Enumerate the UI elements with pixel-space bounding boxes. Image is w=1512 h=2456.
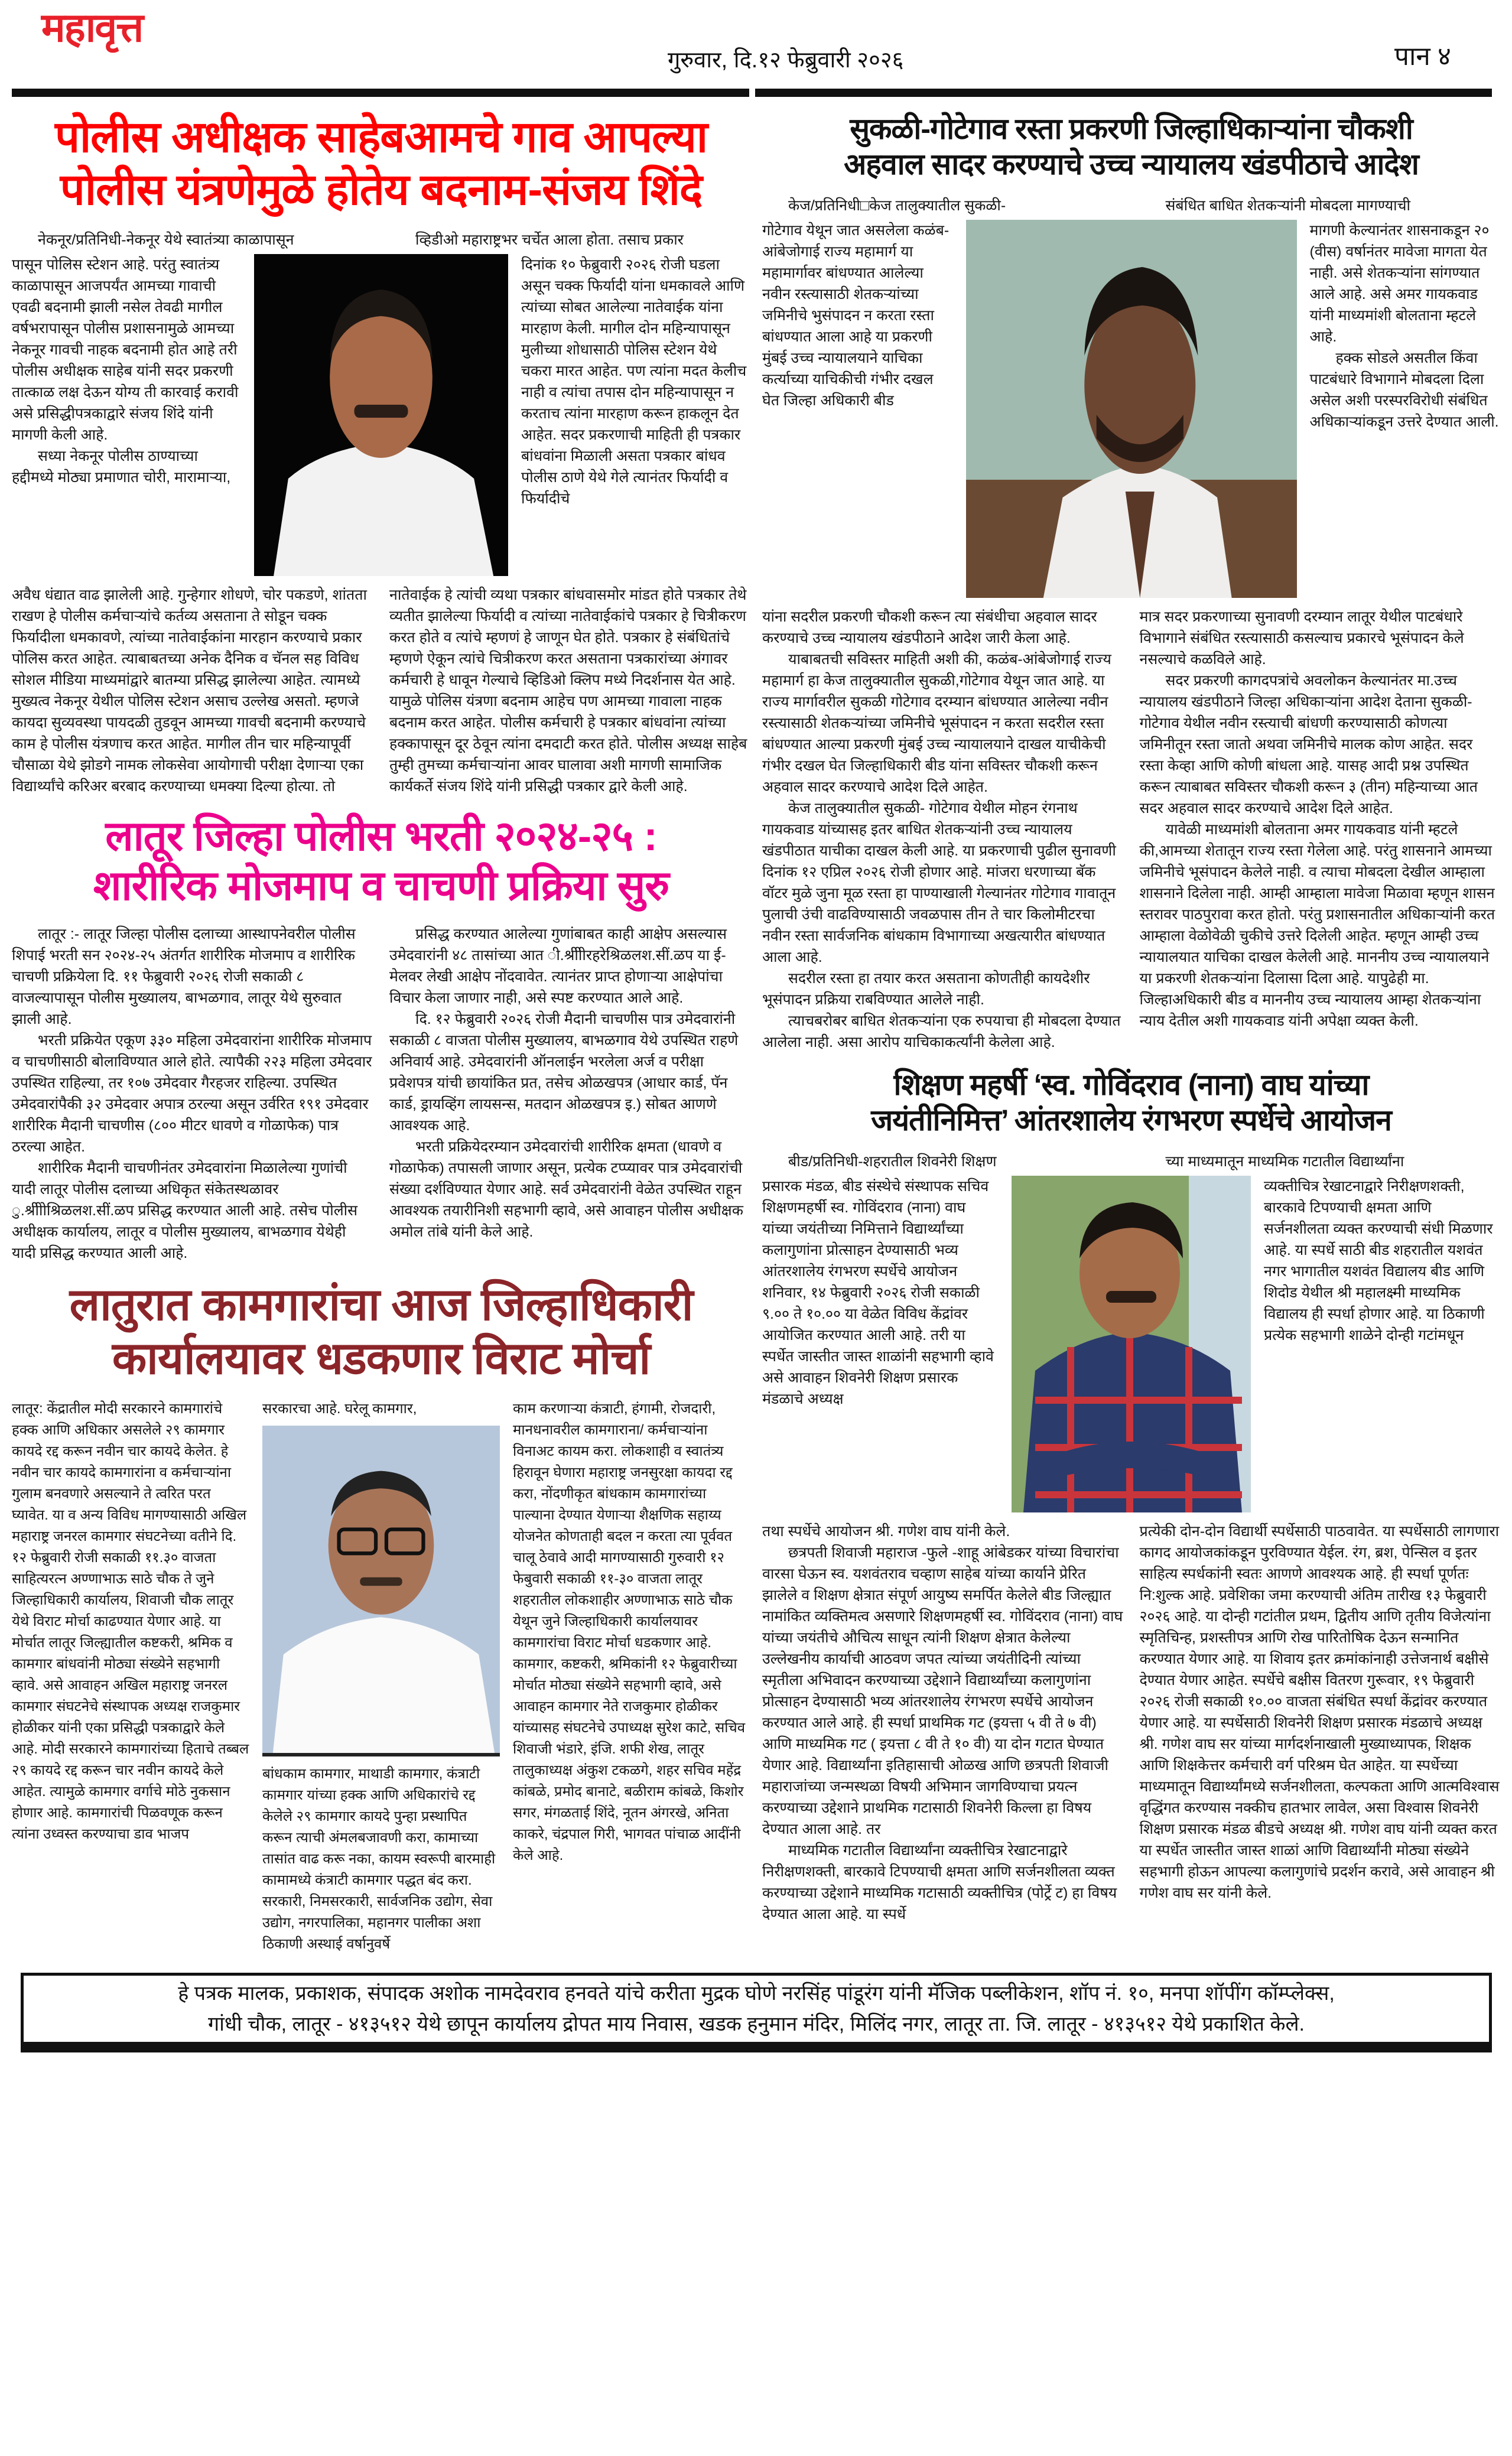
article3-body bbox=[12, 923, 750, 1264]
article2-bottom-right-p1: मात्र सदर प्रकरणाच्या सुनावणी दरम्यान लातूर येथील पाटबंधारे विभागाने संबंधित रस्त्यासाठी कसल्याच प्रकारचे भूसंपादन केले नसल्याचे कळविले आहे. bbox=[1139, 609, 1464, 668]
article-drawing-competition bbox=[762, 1067, 1500, 1925]
article4-lead-left: बीड/प्रतिनिधी-शहरातील शिवनेरी शिक्षण bbox=[788, 1153, 997, 1170]
article2-bottom-left-p5: त्याचबरोबर बाधित शेतकऱ्यांना एक रुपयाचा ही मोबदला देण्यात आलेला नाही. असा आरोप याचिकाकर्त्यांनी केलेला आहे. bbox=[762, 1013, 1121, 1050]
top-rules bbox=[0, 89, 1512, 97]
article2-bottom-left-p2: याबाबतची सविस्तर माहिती अशी की, कळंब-आंबेजोगाई राज्य महामार्ग हा केज तालुक्यातील सुकळी,गोटेगाव येथून जात आहे. या राज्य मार्गावरील सुकळी गोटेगाव दरम्यान बांधण्यात आलेल्या नवीन रस्त्यासाठी शेतकऱ्यांच्या जमिनीचे भूसंपादन न करता सदरील रस्ता बांधण्यात आल्या प्रकरणी मुंबई उच्च न्यायालयाने दाखल याचीकेची गंभीर दखल घेत जिल्हाधिकारी बीड यांना सविस्तर चौकशी करून अहवाल सादर करण्याचे आदेश दिले आहेत. bbox=[762, 651, 1111, 795]
article4-col-left: प्रसारक मंडळ, बीड संस्थेचे संस्थापक सचिव शिक्षणमहर्षी स्व. गोविंदराव (नाना) वाघ यांच्या जयंतीच्या निमित्ताने विद्यार्थ्यांच्या कलागुणांना प्रोत्साहन देण्यासाठी भव्य आंतरशालेय रंगभरण स्पर्धेचे आयोजन शनिवार, १४ फेब्रुवारी २०२६ रोजी सकाळी ९.०० ते १०.०० या वेळेत विविध केंद्रांवर आयोजित करण्यात आली आहे. तरी या स्पर्धेत जास्तीत जास्त शाळांनी सहभागी व्हावे असे आवाहन शिवनेरी शिक्षण प्रसारक मंडळाचे अध्यक्ष bbox=[762, 1178, 994, 1407]
article2-lead-left: केज/प्रतिनिधी□केज तालुक्यातील सुकळी- bbox=[788, 197, 1006, 214]
article3-col-left bbox=[12, 923, 373, 1264]
article2-photo-row bbox=[762, 220, 1500, 598]
article3-headline-line2: शारीरिक मोजमाप व चाचणी प्रक्रिया सुरु bbox=[93, 862, 669, 909]
article2-headline-line2: अहवाल सादर करण्याचे उच्च न्यायालय खंडपीठाचे आदेश bbox=[844, 148, 1419, 181]
article1-headline-line1: पोलीस अधीक्षक साहेबआमचे गाव आपल्या bbox=[54, 112, 708, 161]
article2-col-left: गोटेगाव येथून जात असलेला कळंब-आंबेजोगाई राज्य महामार्ग या महामार्गावर बांधण्यात आलेल्या नवीन रस्त्यासाठी शेतकऱ्यांच्या जमिनीचे भुसंपादन न करता रस्ता बांधण्यात आला आहे या प्रकरणी मुंबई उच्च न्यायालयाने याचिका कर्त्याच्या याचिकीची गंभीर दखल घेत जिल्हा अधिकारी बीड bbox=[762, 222, 950, 409]
article5-col2 bbox=[262, 1398, 500, 1955]
article5-headline bbox=[12, 1278, 750, 1385]
article-latur-police-recruitment bbox=[12, 811, 750, 1264]
article5-body bbox=[12, 1398, 750, 1955]
article4-bottom-left-p1: तथा स्पर्धेचे आयोजन श्री. गणेश वाघ यांनी केले. bbox=[762, 1523, 1010, 1540]
article3-headline-line1: लातूर जिल्हा पोलीस भरती २०२४-२५ : bbox=[105, 812, 657, 859]
article5-headline-line1: लातुरात कामगारांचा आज जिल्हाधिकारी bbox=[69, 1279, 693, 1330]
imprint-line2: गांधी चौक, लातूर - ४१३५१२ येथे छापून कार्यालय द्रोपत माय निवास, खडक हनुमान मंदिर, मिलिंद नगर, लातूर ता. जि. लातूर - ४१३५१२ येथे प्रकाशित केले. bbox=[207, 2012, 1305, 2035]
article5-col2-bottom: बांधकाम कामगार, माथाडी कामगार, कंत्राटी कामगार यांच्या हक्क आणि अधिकारांचे रद्द केलेले २९ कामगार कायदे पुन्हा प्रस्थापित करून त्याची अंमलबजावणी करा, कामाच्या तासांत वाढ करू नका, कायम स्वरूपी बारमाही कामामध्ये कंत्राटी कामगार पद्धत बंद करा. सरकारी, निमसरकारी, सार्वजनिक उद्योग, सेवा उद्योग, नगरपालिका, महानगर पालीका अशा ठिकाणी अस्थाई वर्षानुवर्षे bbox=[262, 1765, 496, 1952]
article3-col-right bbox=[389, 923, 750, 1264]
article4-headline-line1: शिक्षण महर्षी ‘स्व. गोविंदराव (नाना) वाघ यांच्या bbox=[893, 1068, 1369, 1101]
top-rule-right bbox=[755, 89, 1493, 97]
newspaper-logo: महावृत्त bbox=[41, 5, 143, 50]
portrait-man-glasses-icon bbox=[262, 1426, 500, 1753]
article4-headline-line2: जयंतीनिमित्त’ आंतरशालेय रंगभरण स्पर्धेचे आयोजन bbox=[871, 1104, 1391, 1137]
article3-col-right-p3: भरती प्रक्रियेदरम्यान उमेदवारांची शारीरिक क्षमता (धावणे व गोळाफेक) तपासली जाणार असून, प्रत्येक टप्प्यावर पात्र उमेदवारांची संख्या दर्शविण्यात येणार आहे. सर्व उमेदवारांनी वेळेत उपस्थित राहून आवश्यक तयारीनिशी सहभागी व्हावे, असे आवाहन पोलीस अधीक्षक अमोल तांबे यांनी केले आहे. bbox=[389, 1138, 743, 1240]
page-number: पान ४ bbox=[1394, 42, 1451, 71]
article4-col-right: व्यक्तीचित्र रेखाटनाद्वारे निरीक्षणशक्ती, बारकावे टिपण्याची क्षमता आणि सर्जनशीलता व्यक्त करण्याची संधी मिळणार आहे. या स्पर्धे साठी बीड शहरातील यशवंत नगर भागातील यशवंत विद्यालय बीड आणि शिदोड येथील श्री महालक्ष्मी माध्यमिक विद्यालय ही स्पर्धा होणार आहे. या ठिकाणी प्रत्येक सहभागी शाळेने दोन्ही गटांमधून bbox=[1264, 1178, 1493, 1344]
article4-bottom-left bbox=[762, 1521, 1123, 1925]
article4-lead-right: च्या माध्यमातून माध्यमिक गटातील विद्यार्थ्यांना bbox=[1165, 1153, 1404, 1170]
article1-bottom-left: अवैध धंद्यात वाढ झालेली आहे. गुन्हेगार शोधणे, चोर पकडणे, शांतता राखण हे पोलीस कर्मचाऱ्यांचे कर्तव्य असताना ते सोडून चक्क फिर्यादीला धमकावणे, त्यांच्या नातेवाईकांना मारहान करण्याचे प्रकार पोलिस करत आहेत. त्याबाबतच्या अनेक दैनिक व चॅनल सह विविध सोशल मीडिया माध्यमांद्वारे बातम्या प्रसिद्ध झालेल्या आहेत. त्यामध्ये मुख्यत्व नेकनूर येथील पोलिस स्टेशन असाच उल्लेख असतो. म्हणजे कायदा सुव्यवस्था पायदळी तुडवून आमच्या गावची बदनामी करण्याचे काम हे पोलीस यंत्रणाच करत आहेत. मागील तीन चार महिन्यापूर्वी चौसाळा येथे झोडगे नामक लोकसेवा आयोगाची परीक्षा देणाऱ्या एका विद्यार्थ्यांचे करिअर बरबाद करण्याच्या धमक्या दिल्या होत्या. तो bbox=[12, 586, 368, 795]
article3-col-left-p1: लातूर :- लातूर जिल्हा पोलीस दलाच्या आस्थापनेवरील पोलीस शिपाई भरती सन २०२४-२५ अंतर्गत शारीरिक मोजमाप व शारीरिक चाचणी प्रक्रियेला दि. ११ फेब्रुवारी २०२६ रोजी सकाळी ८ वाजल्यापासून पोलीस मुख्यालय, बाभळगाव, लातूर येथे सुरुवात झाली आहे. bbox=[12, 925, 356, 1027]
article2-bottom-left-p1: यांना सदरील प्रकरणी चौकशी करून त्या संबंधीचा अहवाल सादर करण्याचे उच्च न्यायालय खंडपीठाने आदेश जारी केला आहे. bbox=[762, 609, 1097, 646]
photo-rajkumar-holikar bbox=[262, 1426, 500, 1756]
article1-col-left-p2: सध्या नेकनूर पोलीस ठाण्याच्या हद्दीमध्ये मोठ्या प्रमाणात चोरी, मारामाऱ्या, bbox=[12, 447, 231, 486]
article-latur-workers-march bbox=[12, 1278, 750, 1955]
article2-bottom-left bbox=[762, 606, 1123, 1053]
article2-headline-line1: सुकळी-गोटेगाव रस्ता प्रकरणी जिल्हाधिकाऱ्यांना चौकशी bbox=[850, 112, 1413, 145]
article2-bottom-left-p3: केज तालुक्यातील सुकळी- गोटेगाव येथील मोहन रंगनाथ गायकवाड यांच्यासह इतर बाधित शेतकऱ्यांनी उच्च न्यायालय खंडपीठात याचीका दाखल केली आहे. या प्रकरणाची पुढील सुनावणी दिनांक १२ एप्रिल २०२६ रोजी होणार आहे. मांजरा धरणाच्या बॅक वॉटर मुळे जुना मूळ रस्ता हा पाण्याखाली गेल्यानंतर गोटेगाव गावातून पुलाची उंची वाढविण्यासाठी जवळपास तीन ते चार किलोमीटरचा नवीन रस्ता सार्वजनिक बांधकाम विभागाच्या अखत्यारीत बांधण्यात आला आहे. bbox=[762, 800, 1116, 965]
article4-photo-row bbox=[762, 1176, 1500, 1512]
article1-headline-line2: पोलीस यंत्रणेमुळे होतेय बदनाम-संजय शिंदे bbox=[60, 164, 703, 214]
article1-photo-row bbox=[12, 254, 750, 576]
article-police-nekanur bbox=[12, 111, 750, 797]
article4-bottom bbox=[762, 1521, 1500, 1925]
article1-lead bbox=[12, 229, 750, 251]
article-sukli-gotegaon-road bbox=[762, 111, 1500, 1053]
photo-ganesh-wagh bbox=[1012, 1176, 1251, 1512]
article1-bottom-right: नातेवाईक हे त्यांची व्यथा पत्रकार बांधवासमोर मांडत होते पत्रकार तेथे व्यतीत झालेल्या फिर्यादी व त्यांच्या नातेवाईकांचे पत्रकार हे चित्रीकरण करत होते व त्यांचे म्हणणं हे जाणून घेत होते. पत्रकार हे संबंधितांचे म्हणणे ऐकून त्यांचे चित्रीकरण करत असताना पत्रकारांच्या अंगावर कर्मचारी हे धावून गेल्याचे व्हिडिओ क्लिप मध्ये निदर्शनास येत आहे. यामुळे पोलिस यंत्रणा बदनाम आहेच पण आमच्या गावाला नाहक बदनाम करत आहेत. पोलीस कर्मचारी हे पत्रकार बांधवांना त्यांच्या हक्कापासून दूर ठेवून त्यांना दमदाटी करत होते. पोलीस अध्यक्ष साहेब तुम्ही तुमच्या कर्मचाऱ्यांना आवर घालावा अशी मागणी सामाजिक कार्यकर्ते संजय शिंदे यांनी प्रसिद्धी पत्रकार द्वारे केली आहे. bbox=[389, 586, 747, 795]
article5-col2-top: सरकारचा आहे. घरेलू कामगार, bbox=[262, 1400, 417, 1417]
photo-sanjay-shinde bbox=[254, 254, 508, 576]
article1-headline bbox=[12, 111, 750, 216]
article4-bottom-right: प्रत्येकी दोन-दोन विद्यार्थी स्पर्धेसाठी पाठवावेत. या स्पर्धेसाठी लागणारा कागद आयोजकांकडून पुरविण्यात येईल. रंग, ब्रश, पेन्सिल व इतर साहित्य स्पर्धकांनी स्वतः आणणे आवश्यक आहे. ही स्पर्धा पूर्णतः नि:शुल्क आहे. प्रवेशिका जमा करण्याची अंतिम तारीख १३ फेब्रुवारी २०२६ आहे. या दोन्ही गटांतील प्रथम, द्वितीय आणि तृतीय विजेत्यांना स्मृतिचिन्ह, प्रशस्तीपत्र आणि रोख पारितोषिक देऊन सन्मानित करण्यात येणार आहे. या शिवाय इतर क्रमांकांनाही उत्तेजनार्थ बक्षीसे देण्यात येणार आहेत. स्पर्धेचे बक्षीस वितरण गुरूवार, १९ फेब्रुवारी २०२६ रोजी सकाळी १०.०० वाजता संबंधित स्पर्धा केंद्रांवर करण्यात येणार आहे. या स्पर्धेसाठी शिवनेरी शिक्षण प्रसारक मंडळाचे अध्यक्ष श्री. गणेश वाघ सर यांच्या मार्गदर्शनाखाली मुख्याध्यापक, शिक्षक आणि शिक्षकेत्तर कर्मचारी वर्ग परिश्रम घेत आहेत. या स्पर्धेच्या माध्यमातून विद्यार्थ्यांमध्ये सर्जनशीलता, कल्पकता आणि आत्मविश्वास वृद्धिंगत करण्यास नक्कीच हातभार लावेल, असा विश्वास शिवनेरी शिक्षण प्रसारक मंडळ बीडचे अध्यक्ष श्री. गणेश वाघ यांनी व्यक्त करत या स्पर्धेत जास्तीत जास्त शाळां आणि विद्यार्थ्यांनी मोठ्या संख्येने सहभागी होऊन आपल्या कलागुणांचे प्रदर्शन करावे, असे आवाहन श्री गणेश वाघ सर यांनी केले. bbox=[1139, 1523, 1500, 1901]
article2-lead-right: संबंधित बाधित शेतकऱ्यांनी मोबदला मागण्याची bbox=[1165, 197, 1411, 214]
article3-col-right-p1: प्रसिद्ध करण्यात आलेल्या गुणांबाबत काही आक्षेप असल्यास उमेदवारांनी ४८ तासांच्या आत ी.श्रीीीरहरेश्रिळलश.सीं.ळप या ई-मेलवर लेखी आक्षेप नोंदवावेत. त्यानंतर प्राप्त होणाऱ्या आक्षेपांचा विचार केला जाणार नाही, असे स्पष्ट करण्यात आले आहे. bbox=[389, 925, 727, 1006]
article1-lead-right: व्हिडीओ महाराष्ट्रभर चर्चेत आला होता. तसाच प्रकार bbox=[415, 231, 684, 248]
right-column bbox=[762, 97, 1500, 1955]
article1-col-right: दिनांक १० फेब्रुवारी २०२६ रोजी घडला असून चक्क फिर्यादी यांना धमकावले आणि त्यांच्या सोबत आलेल्या नातेवाईक यांना मारहाण केली. मागील दोन महिन्यापासून मुलीच्या शोधासाठी पोलिस स्टेशन येथे चकरा मारत आहेत. पण त्यांना मदत केलीच नाही व त्यांचा तपास दोन महिन्यापासून न करताच त्यांना मारहाण करून हाकलून देत आहेत. सदर प्रकरणाची माहिती ही पत्रकार बांधवांना मिळाली असता पत्रकार बांधव पोलीस ठाणे येथे गेले त्यानंतर फिर्यादी व फिर्यादीचे bbox=[521, 256, 747, 507]
imprint-box bbox=[21, 1973, 1492, 2052]
portrait-man-seated-icon bbox=[966, 220, 1297, 598]
article5-col1: लातूर: केंद्रातील मोदी सरकारने कामगारांचे हक्क आणि अधिकार असलेले २९ कामगार कायदे रद्द करून नवीन चार कायदे केलेत. हे नवीन चार कायदे कामगारांना व कर्मचाऱ्यांना गुलाम बनवणारे असल्याने ते त्वरित परत घ्यावेत. या व अन्य विविध मागण्यासाठी अखिल महाराष्ट्र जनरल कामगार संघटनेच्या वतीने दि. १२ फेब्रुवारी रोजी सकाळी ११.३० वाजता साहित्यरत्न अण्णाभाऊ साठे चौक ते जुने जिल्हाधिकारी कार्यालय, शिवाजी चौक लातूर येथे विराट मोर्चा काढण्यात येणार आहे. या मोर्चात लातूर जिल्ह्यातील कष्टकरी, श्रमिक व कामगार बांधवांनी मोठ्या संख्येने सहभागी व्हावे. असे आवाहन अखिल महाराष्ट्र जनरल कामगार संघटनेचे संस्थापक अध्यक्ष राजकुमार होळीकर यांनी एका प्रसिद्धी पत्रकाद्वारे केले आहे. मोदी सरकारने कामगारांच्या हिताचे तब्बल २९ कायदे रद्द करून चार नवीन कायदे केले आहेत. त्यामुळे कामगार वर्गाचे मोठे नुकसान होणार आहे. कामगारांची पिळवणूक करून त्यांना उध्वस्त करण्याचा डाव भाजप bbox=[12, 1400, 249, 1842]
article3-headline bbox=[12, 811, 750, 910]
article4-bottom-left-p3: माध्यमिक गटातील विद्यार्थ्यांना व्यक्तीचित्र रेखाटनाद्वारे निरीक्षणशक्ती, बारकावे टिपण्याची क्षमता आणि सर्जनशीलता व्यक्त करण्याच्या उद्देशाने माध्यमिक गटासाठी व्यक्तीचित्र (पोर्ट्रे ट) हा विषय देण्यात आला आहे. या स्पर्धे bbox=[762, 1842, 1117, 1922]
article2-bottom-left-p4: सदरील रस्ता हा तयार करत असताना कोणतीही कायदेशीर भूसंपादन प्रक्रिया राबविण्यात आलेले नाही. bbox=[762, 970, 1090, 1008]
article4-bottom-left-p2: छत्रपती शिवाजी महाराज -फुले -शाहू आंबेडकर यांच्या विचारांचा वारसा घेऊन स्व. यशवंतराव चव्हाण साहेब यांच्या कार्याने प्रेरित झालेले व शिक्षण क्षेत्रात संपूर्ण आयुष्य समर्पित केलेले बीड जिल्ह्यात नामांकित व्यक्तिमत्व असणारे शिक्षणमहर्षी स्व. गोविंदराव (नाना) वाघ यांच्या जयंतीचे औचित्य साधून त्यांनी शिक्षण क्षेत्रात केलेल्या उल्लेखनीय कार्याची आठवण जपत त्यांच्या जयंतीदिनी त्यांच्या स्मृतीला अभिवादन करण्याच्या उद्देशाने विद्यार्थ्यांच्या कलागुणांना प्रोत्साहन देण्यासाठी भव्य आंतरशालेय रंगभरण स्पर्धेचे आयोजन करण्यात आले आहे. ही स्पर्धा प्राथमिक गट (इयत्ता ५ वी ते ७ वी) आणि माध्यमिक गट ( इयत्ता ८ वी ते १० वी) या दोन गटात घेण्यात येणार आहे. विद्यार्थ्यांना इतिहासाची ओळख आणि छत्रपती शिवाजी महाराजांच्या जन्मस्थळा विषयी अभिमान जागविण्याचा प्रयत्न करण्याच्या उद्देशाने प्राथमिक गटासाठी शिवनेरी किल्ला हा विषय देण्यात आला आहे. तर bbox=[762, 1544, 1123, 1837]
issue-date: गुरुवार, दि.१२ फेब्रुवारी २०२६ bbox=[668, 48, 904, 73]
article3-col-left-p3: शारीरिक मैदानी चाचणीनंतर उमेदवारांना मिळालेल्या गुणांची यादी लातूर पोलीस दलाच्या अधिकृत संकेतस्थळावर ु.श्रीीोश्रिळलश.सीं.ळप प्रसिद्ध करण्यात आली आहे. तसेच पोलीस अधीक्षक कार्यालय, लातूर व पोलीस मुख्यालय, बाभळगाव येथेही यादी प्रसिद्ध करण्यात आली आहे. bbox=[12, 1159, 358, 1261]
portrait-man-white-shirt-icon bbox=[254, 254, 508, 576]
left-column bbox=[12, 97, 750, 1955]
article2-lead bbox=[762, 195, 1500, 216]
masthead bbox=[0, 0, 1512, 89]
article3-col-right-p2: दि. १२ फेब्रुवारी २०२६ रोजी मैदानी चाचणीस पात्र उमेदवारांनी सकाळी ८ वाजता पोलीस मुख्यालय, बाभळगाव येथे उपस्थित राहणे अनिवार्य आहे. उमेदवारांनी ऑनलाईन भरलेला अर्ज व परीक्षा प्रवेशपत्र यांची छायांकित प्रत, तसेच ओळखपत्र (आधार कार्ड, पॅन कार्ड, ड्रायव्हिंग लायसन्स, मतदान ओळखपत्र इ.) सोबत आणणे आवश्यक आहे. bbox=[389, 1010, 739, 1134]
article1-lead-left: नेकनूर/प्रतिनिधी-नेकनूर येथे स्वातंत्र्या काळापासून bbox=[38, 231, 294, 248]
article2-bottom-right-p3: यावेळी माध्यमांशी बोलताना अमर गायकवाड यांनी म्हटले की,आमच्या शेतातून राज्य रस्ता गेलेला आहे. परंतु शासनाने आमच्या जमिनीचे भूसंपादन केलेले नाही. व त्याचा मोबदला देखील आम्हाला शासनाने दिलेला नाही. आम्ही आम्हाला मावेजा मिळावा म्हणून शासन स्तरावर पाठपुरावा करत होतो. परंतु प्रशासनातील अधिकाऱ्यांनी करत आम्हाला वेळोवेळी चुकीचे उत्तरे दिलेली आहेत. म्हणून आम्ही उच्च न्यायालयात याचिका दाखल केलेली आहे. माननीय उच्च न्यायालयाने या प्रकरणी शेतकऱ्यांना दिलासा दिला आहे. यापुढेही मा. जिल्हाअधिकारी बीड व माननीय उच्च न्यायालय आम्हा शेतकऱ्यांना न्याय देतील अशी गायकवाड यांनी अपेक्षा व्यक्त केली. bbox=[1139, 821, 1495, 1029]
article1-col-left-p1: पासून पोलिस स्टेशन आहे. परंतु स्वातंत्र्य काळापासून आजपर्यंत आमच्या गावाची एवढी बदनामी झाली नसेल तेवढी मागील वर्षभरापासून पोलीस प्रशासनामुळे आमच्या नेकनूर गावची नाहक बदनामी होत आहे तरी पोलीस अधीक्षक साहेब यांनी सदर प्रकरणी तात्काळ लक्ष देऊन योग्य ती कारवाई करावी असे प्रसिद्धीपत्रकाद्वारे संजय शिंदे यांनी मागणी केली आहे. bbox=[12, 256, 239, 443]
article4-lead bbox=[762, 1151, 1500, 1172]
article2-bottom-right bbox=[1140, 606, 1501, 1053]
photo-amar-gaikwad bbox=[966, 220, 1297, 598]
article2-headline bbox=[762, 111, 1500, 182]
top-rule-left bbox=[12, 89, 749, 97]
article2-bottom bbox=[762, 606, 1500, 1053]
page-columns bbox=[0, 97, 1512, 1955]
article5-col3: काम करणाऱ्या कंत्राटी, हंगामी, रोजदारी, मानधनावरील कामगाराना/ कर्मचाऱ्यांना विनाअट कायम करा. लोकशाही व स्वातंत्र्य हिरावून घेणारा महाराष्ट्र जनसुरक्षा कायदा रद्द करा, नोंदणीकृत बांधकाम कामगारांच्या पाल्याना देण्यात येणाऱ्या शैक्षणिक सहाय्य योजनेत कोणताही बदल न करता त्या पूर्ववत चालू ठेवावे आदी मागण्यासाठी गुरुवारी १२ फेबुवारी सकाळी ११-३० वाजता लातूर शहरातील लोकशाहीर अण्णाभाऊ साठे चौक येथून जुने जिल्हाधिकारी कार्यालयावर कामगारांचा विराट मोर्चा धडकणार आहे. कामगार, कष्टकरी, श्रमिकांनी १२ फेब्रुवारीच्या मोर्चात मोठ्या संख्येने सहभागी व्हावे, असे आवाहन कामगार नेते राजकुमार होळीकर यांच्यासह संघटनेचे उपाध्यक्ष सुरेश काटे, सचिव शिवाजी भंडारे, इंजि. शफी शेख, लातूर तालुकाध्यक्ष अंकुश टकळगे, शहर सचिव महेंद्र कांबळे, प्रमोद बानाटे, बळीराम कांबळे, किशोर सगर, मंगळताई शिंदे, नूतन अंगरखे, अनिता काकरे, चंद्रपाल गिरी, भागवत पांचाळ आदींनी केले आहे. bbox=[513, 1400, 746, 1863]
article1-col-left bbox=[12, 254, 241, 488]
article1-bottom bbox=[12, 584, 750, 797]
portrait-man-checked-shirt-icon bbox=[1012, 1176, 1251, 1512]
article2-col-right bbox=[1310, 220, 1501, 432]
article2-col-right-p2: हक्क सोडले असतील किंवा पाटबंधारे विभागाने मोबदला दिला असेल अशी परस्परविरोधी संबंधित अधिकाऱ्यांकडून उत्तरे देण्यात आली. bbox=[1309, 350, 1499, 430]
article2-col-right-p1: मागणी केल्यानंतर शासनाकडून २० (वीस) वर्षानंतर मावेजा मागता येत नाही. असे शेतकऱ्यांना सांगण्यात आले आहे. असे अमर गायकवाड यांनी माध्यमांशी बोलताना म्हटले आहे. bbox=[1309, 222, 1490, 345]
article3-col-left-p2: भरती प्रक्रियेत एकूण ३३० महिला उमेदवारांना शारीरिक मोजमाप व चाचणीसाठी बोलाविण्यात आले होते. त्यापैकी २२३ महिला उमेदवार उपस्थित राहिल्या, तर १०७ उमेदवार गैरहजर राहिल्या. उपस्थित उमेदवारांपैकी ३२ उमेदवार अपात्र ठरल्या असून उर्वरित १९१ उमेदवार शारीरिक मैदानी चाचणीस (८०० मीटर धावणे व गोळाफेक) पात्र ठरल्या आहेत. bbox=[12, 1032, 372, 1155]
imprint-line1: हे पत्रक मालक, प्रकाशक, संपादक अशोक नामदेवराव हनवते यांचे करीता मुद्रक घोणे नरसिंह पांडूरंग यांनी मॅजिक पब्लीकेशन, शॉप नं. १०, मनपा शॉपींग कॉम्प्लेक्स, bbox=[178, 1982, 1335, 2005]
article2-bottom-right-p2: सदर प्रकरणी कागदपत्रांचे अवलोकन केल्यानंतर मा.उच्च न्यायालय खंडपीठाने जिल्हा अधिकाऱ्यांना आदेश देताना सुकळी-गोटेगाव येथील नवीन रस्त्याची बांधणी करण्यासाठी कोणत्या जमिनीतून रस्ता जातो अथवा जमिनीचे मालक कोण आहेत. सदर रस्ता केव्हा आणि कोणी बांधला आहे. यासह आदी प्रश्न उपस्थित करून त्याबाबत सविस्तर चौकशी करून ३ (तीन) महिन्याच्या आत सदर अहवाल सादर करण्याचे आदेश दिले आहेत. bbox=[1139, 672, 1478, 817]
article5-headline-line2: कार्यालयावर धडकणार विराट मोर्चा bbox=[112, 1333, 651, 1384]
article4-headline bbox=[762, 1067, 1500, 1138]
